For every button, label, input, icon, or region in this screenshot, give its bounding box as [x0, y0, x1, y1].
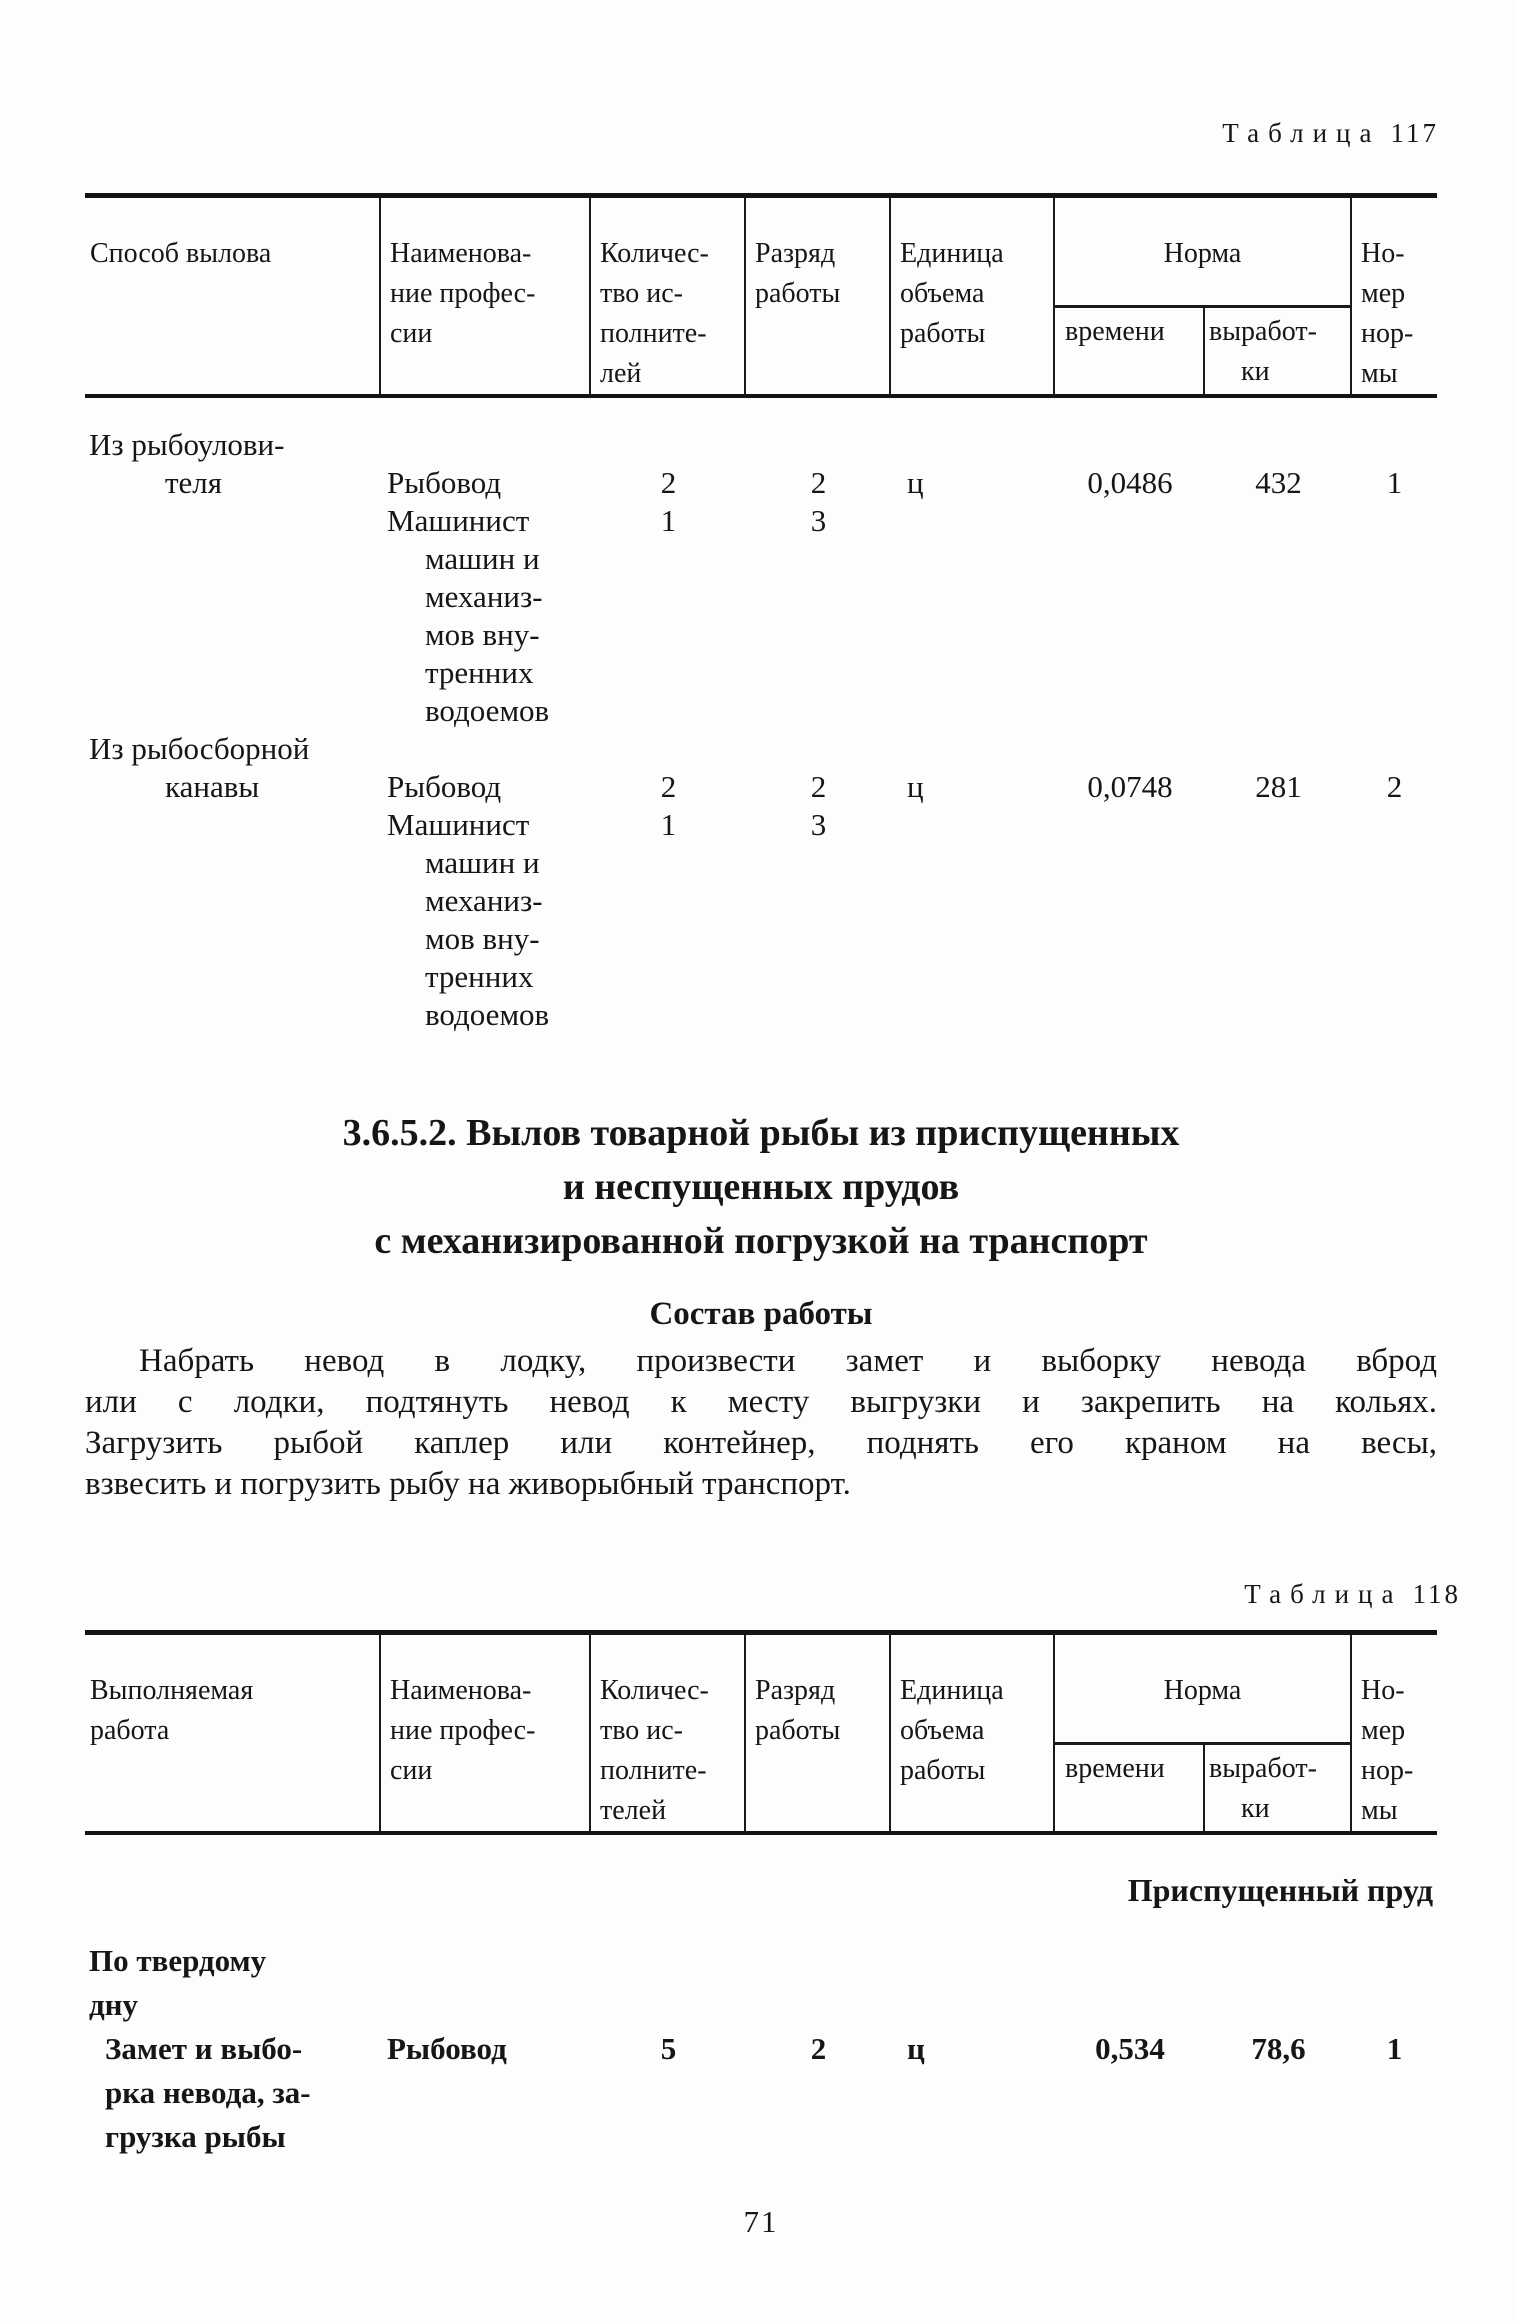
pond-type-heading: Приспущенный пруд	[1127, 1872, 1433, 1908]
header-line: Единица	[900, 238, 1004, 269]
t118-col-work	[85, 1635, 381, 1831]
table117-caption-word: Таблица	[1222, 118, 1381, 148]
header-line: мер	[1361, 278, 1406, 309]
output-norm-cell: 432	[1255, 465, 1302, 500]
t117-col-profession	[381, 198, 591, 394]
header-line: нор-	[1361, 318, 1414, 349]
header-line: мы	[1361, 1795, 1398, 1826]
table118-caption	[1244, 1579, 1461, 1610]
profession-cell: Машинист	[387, 807, 530, 842]
header-line: Количес-	[600, 238, 709, 269]
grade-cell: 3	[810, 503, 827, 538]
table118-caption-number: 118	[1412, 1579, 1461, 1609]
t118-col-count	[591, 1635, 746, 1831]
output-norm-cell: 281	[1255, 769, 1302, 804]
task-cell: Замет и выбо-	[105, 2031, 303, 2066]
table118-header	[85, 1630, 1437, 1835]
t118-norma-output	[1205, 1745, 1350, 1831]
count-cell: 5	[660, 2031, 677, 2066]
t118-col-norm-number	[1352, 1635, 1437, 1831]
header-line: Но-	[1361, 1675, 1405, 1706]
work-cell: дну	[89, 1987, 139, 2022]
unit-cell: ц	[907, 769, 924, 804]
header-line: телей	[600, 1795, 667, 1826]
count-cell: 2	[660, 769, 677, 804]
t118-col-profession	[381, 1635, 591, 1831]
t117-col-method	[85, 198, 381, 394]
header-line: Но-	[1361, 238, 1405, 269]
count-cell: 2	[660, 465, 677, 500]
t118-col-grade	[746, 1635, 891, 1831]
norm-number-cell: 2	[1386, 769, 1403, 804]
paragraph-line: Загрузить рыбой каплер или контейнер, поднять его краном на весы,	[85, 1425, 1437, 1461]
t117-norma-subcolumns	[1055, 308, 1350, 394]
time-norm-cell: 0,534	[1095, 2031, 1165, 2066]
header-line: выработ-	[1209, 316, 1317, 347]
paragraph-line: взвесить и погрузить рыбу на живорыбный транспорт.	[85, 1466, 851, 1502]
count-cell: 1	[660, 807, 677, 842]
profession-cell: тренних	[425, 959, 534, 994]
profession-cell: механиз-	[425, 579, 543, 614]
header-line: работа	[90, 1715, 170, 1746]
paragraph-line: или с лодки, подтянуть невод к месту выгрузки и закрепить на кольях.	[85, 1384, 1437, 1420]
header-line: работы	[900, 318, 986, 349]
profession-cell: водоемов	[425, 693, 550, 728]
header-line: ние профес-	[390, 278, 536, 309]
header-line: нор-	[1361, 1755, 1414, 1786]
header-line: сии	[390, 318, 433, 349]
table117-body	[85, 428, 1437, 1036]
method-cell: канавы	[165, 769, 260, 804]
header-line: объема	[900, 278, 985, 309]
header-line: ки	[1241, 1793, 1270, 1824]
t117-col-unit	[891, 198, 1055, 394]
count-cell: 1	[660, 503, 677, 538]
unit-cell: ц	[907, 465, 924, 500]
grade-cell: 2	[810, 2031, 827, 2066]
profession-cell: Машинист	[387, 503, 530, 538]
profession-cell: машин и	[425, 541, 540, 576]
time-norm-cell: 0,0486	[1087, 465, 1173, 500]
header-line: Наименова-	[390, 238, 532, 269]
task-cell: рка невода, за-	[105, 2075, 311, 2110]
t118-col-unit	[891, 1635, 1055, 1831]
page-number: 71	[743, 2204, 779, 2239]
method-cell: Из рыбосборной	[89, 731, 310, 766]
header-line: Способ вылова	[90, 238, 272, 269]
output-norm-cell: 78,6	[1251, 2031, 1306, 2066]
grade-cell: 2	[810, 465, 827, 500]
header-line: Единица	[900, 1675, 1004, 1706]
header-line: полните-	[600, 318, 707, 349]
section-heading-line1: 3.6.5.2. Вылов товарной рыбы из приспущенных	[342, 1112, 1180, 1154]
table117-header	[85, 193, 1437, 398]
t117-col-grade	[746, 198, 891, 394]
table117-caption	[1222, 118, 1439, 149]
header-line: Наименова-	[390, 1675, 532, 1706]
header-line: мы	[1361, 358, 1398, 389]
t117-norma-label: Норма	[1055, 198, 1350, 308]
method-cell: теля	[165, 465, 223, 500]
work-composition-paragraph	[85, 1341, 1437, 1505]
norm-number-cell: 1	[1386, 465, 1403, 500]
t118-col-norma-group	[1055, 1635, 1352, 1831]
t118-norma-subcolumns	[1055, 1745, 1350, 1831]
time-norm-cell: 0,0748	[1087, 769, 1173, 804]
header-line: лей	[600, 358, 642, 389]
task-cell: грузка рыбы	[105, 2119, 286, 2154]
paragraph-line: Набрать невод в лодку, произвести замет и выборку невода вброд	[139, 1343, 1437, 1379]
header-line: полните-	[600, 1755, 707, 1786]
header-line: сии	[390, 1755, 433, 1786]
profession-cell: мов вну-	[425, 617, 540, 652]
work-composition-heading: Состав работы	[649, 1296, 873, 1332]
t117-col-norm-number	[1352, 198, 1437, 394]
header-line: работы	[755, 1715, 841, 1746]
norm-number-cell: 1	[1386, 2031, 1403, 2066]
t117-col-count	[591, 198, 746, 394]
header-line: работы	[755, 278, 841, 309]
header-line: Количес-	[600, 1675, 709, 1706]
table118-caption-word: Таблица	[1244, 1579, 1403, 1609]
t117-col-norma-group	[1055, 198, 1352, 394]
grade-cell: 2	[810, 769, 827, 804]
t118-norma-label: Норма	[1055, 1635, 1350, 1745]
header-line: объема	[900, 1715, 985, 1746]
profession-cell: машин и	[425, 845, 540, 880]
header-line: тво ис-	[600, 278, 684, 309]
section-heading-line2: и неспущенных прудов	[562, 1166, 960, 1208]
header-line: Выполняемая	[90, 1675, 254, 1706]
t117-norma-output	[1205, 308, 1350, 394]
header-line: мер	[1361, 1715, 1406, 1746]
t118-norma-time: времени	[1055, 1745, 1205, 1831]
grade-cell: 3	[810, 807, 827, 842]
profession-cell: Рыбовод	[387, 2031, 507, 2066]
header-line: работы	[900, 1755, 986, 1786]
work-cell: По твердому	[89, 1943, 267, 1978]
header-line: Разряд	[755, 1675, 836, 1706]
profession-cell: Рыбовод	[387, 769, 502, 804]
section-heading-line3: с механизированной погрузкой на транспорт	[374, 1220, 1148, 1262]
section-heading	[85, 1106, 1437, 1268]
header-line: ние профес-	[390, 1715, 536, 1746]
profession-cell: механиз-	[425, 883, 543, 918]
table117-caption-number: 117	[1390, 118, 1439, 148]
header-line: Разряд	[755, 238, 836, 269]
header-line: выработ-	[1209, 1753, 1317, 1784]
profession-cell: водоемов	[425, 997, 550, 1032]
unit-cell: ц	[907, 2031, 925, 2066]
method-cell: Из рыбоулови-	[89, 427, 285, 462]
profession-cell: Рыбовод	[387, 465, 502, 500]
profession-cell: мов вну-	[425, 921, 540, 956]
profession-cell: тренних	[425, 655, 534, 690]
t117-norma-time: времени	[1055, 308, 1205, 394]
header-line: ки	[1241, 356, 1270, 387]
table118-body	[85, 1944, 1437, 2164]
header-line: тво ис-	[600, 1715, 684, 1746]
